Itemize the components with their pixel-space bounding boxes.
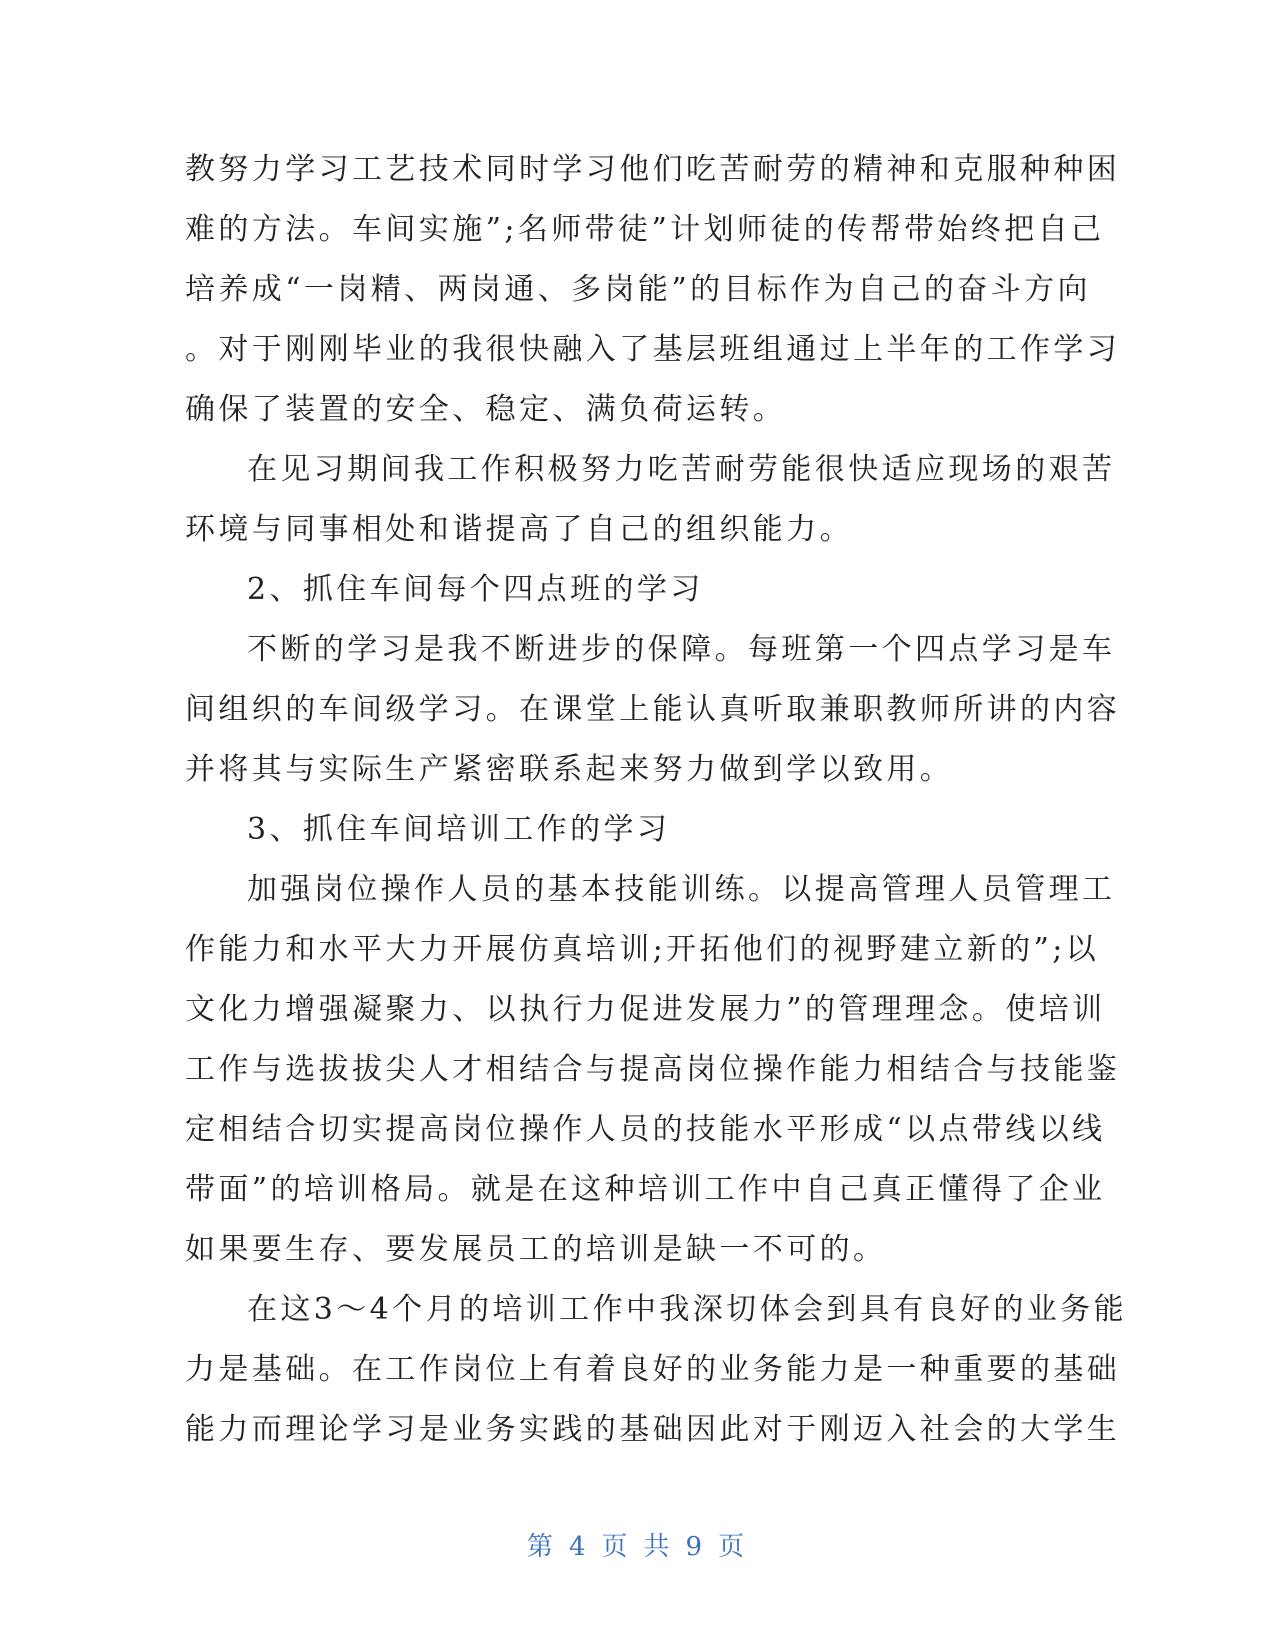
current-page-number: 4 [568, 1532, 590, 1562]
text-line: 环境与同事相处和谐提高了自己的组织能力。 [185, 512, 853, 547]
text-line: 文化力增强凝聚力、以执行力促进发展力”的管理理念。使培训 [185, 992, 1106, 1027]
document-body [185, 140, 1127, 1460]
text-line: 并将其与实际生产紧密联系起来努力做到学以致用。 [185, 752, 954, 787]
text-line: 加强岗位操作人员的基本技能训练。以提高管理人员管理工 [247, 872, 1116, 907]
total-pages-number: 9 [685, 1532, 707, 1562]
footer-suffix: 页 [718, 1532, 749, 1562]
text-line: 在这3～4个月的培训工作中我深切体会到具有良好的业务能 [247, 1292, 1127, 1327]
footer-page-word: 页 [601, 1532, 632, 1562]
text-line: 定相结合切实提高岗位操作人员的技能水平形成“以点带线以线 [185, 1112, 1106, 1147]
text-line: 培养成“一岗精、两岗通、多岗能”的目标作为自己的奋斗方向 [185, 272, 1091, 307]
text-line: 在见习期间我工作积极努力吃苦耐劳能很快适应现场的艰苦 [247, 452, 1116, 487]
text-line: 如果要生存、要发展员工的培训是缺一不可的。 [185, 1232, 887, 1267]
text-line: 教努力学习工艺技术同时学习他们吃苦耐劳的精神和克服种种困 [185, 152, 1121, 187]
text-line: 难的方法。车间实施”;名师带徒”计划师徒的传帮带始终把自己 [185, 212, 1105, 247]
footer-total-word: 共 [643, 1532, 674, 1562]
text-line: 确保了装置的安全、稳定、满负荷运转。 [185, 392, 787, 427]
page-footer [0, 1526, 1275, 1563]
text-line: 不断的学习是我不断进步的保障。每班第一个四点学习是车 [247, 632, 1116, 667]
footer-prefix: 第 [526, 1532, 557, 1562]
text-line: 力是基础。在工作岗位上有着良好的业务能力是一种重要的基础 [185, 1352, 1121, 1387]
text-line: 工作与选拔拔尖人才相结合与提高岗位操作能力相结合与技能鉴 [185, 1052, 1121, 1087]
text-line: 。对于刚刚毕业的我很快融入了基层班组通过上半年的工作学习 [185, 332, 1121, 367]
text-line: 带面”的培训格局。就是在这种培训工作中自己真正懂得了企业 [185, 1172, 1106, 1207]
section-heading: 3、抓住车间培训工作的学习 [247, 812, 671, 847]
section-heading: 2、抓住车间每个四点班的学习 [247, 572, 704, 607]
text-line: 能力而理论学习是业务实践的基础因此对于刚迈入社会的大学生 [185, 1412, 1121, 1447]
text-line: 间组织的车间级学习。在课堂上能认真听取兼职教师所讲的内容 [185, 692, 1121, 727]
text-line: 作能力和水平大力开展仿真培训;开拓他们的视野建立新的”;以 [185, 932, 1100, 967]
